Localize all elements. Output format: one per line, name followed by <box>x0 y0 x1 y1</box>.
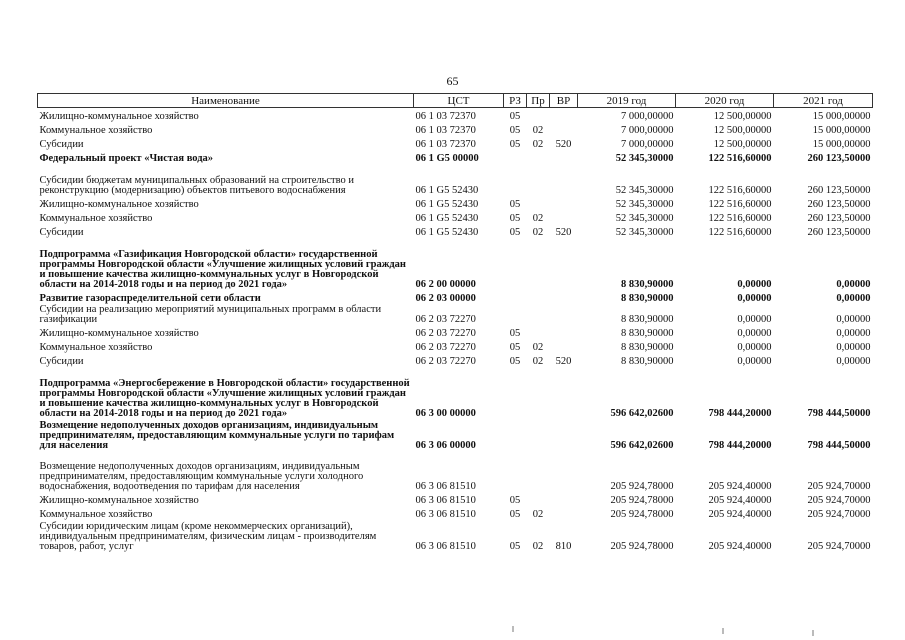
cell-vr <box>550 451 578 492</box>
cell-2019: 8 830,90000 <box>621 314 674 325</box>
scan-mark <box>512 626 514 632</box>
cell-2021: 0,00000 <box>836 279 871 290</box>
table-row <box>38 108 873 123</box>
cell-pr <box>527 451 550 492</box>
cell-pr <box>527 304 550 325</box>
cell-2021: 0,00000 <box>836 356 871 367</box>
cell-2019: 52 345,30000 <box>615 227 674 238</box>
cell-pr: 02 <box>532 342 544 353</box>
cell-2021: 15 000,00000 <box>812 111 871 122</box>
cell-name: Субсидии <box>39 356 84 367</box>
cell-rz: 05 <box>509 227 521 238</box>
table-row <box>38 451 873 492</box>
cell-2019: 8 830,90000 <box>621 356 674 367</box>
cell-2019: 7 000,00000 <box>621 139 674 150</box>
cell-rz: 05 <box>509 328 521 339</box>
cell-2019: 205 924,78000 <box>610 541 674 552</box>
cell-2020: 0,00000 <box>737 279 772 290</box>
cell-rz <box>504 238 527 290</box>
cell-name: Возмещение недополученных доходов организациям, индивидуальным предпринимателям, предоставляющим коммунальные услуги холодного водоснабжения, водоотведения по тарифам для населения <box>39 461 364 492</box>
cell-cst: 06 2 03 72270 <box>415 342 476 353</box>
cell-2020: 0,00000 <box>737 356 772 367</box>
cell-2021: 260 123,50000 <box>807 185 871 196</box>
cell-2021: 205 924,70000 <box>807 509 871 520</box>
cell-vr <box>550 419 578 451</box>
cell-rz <box>504 164 527 196</box>
cell-2021: 260 123,50000 <box>807 153 871 164</box>
cell-pr <box>527 290 550 304</box>
cell-cst: 06 1 03 72370 <box>415 139 476 150</box>
cell-2020: 205 924,40000 <box>708 541 772 552</box>
cell-2020: 205 924,40000 <box>708 495 772 506</box>
table-row <box>38 224 873 238</box>
cell-name: Жилищно-коммунальное хозяйство <box>39 495 199 506</box>
table-row <box>38 325 873 339</box>
cell-vr <box>550 210 578 224</box>
cell-vr <box>550 196 578 210</box>
cell-2021: 260 123,50000 <box>807 213 871 224</box>
cell-vr <box>550 108 578 123</box>
cell-2021: 0,00000 <box>836 328 871 339</box>
cell-2020: 122 516,60000 <box>708 153 772 164</box>
cell-2019: 205 924,78000 <box>610 495 674 506</box>
cell-name: Жилищно-коммунальное хозяйство <box>39 199 199 210</box>
cell-vr <box>550 492 578 506</box>
cell-2021: 15 000,00000 <box>812 125 871 136</box>
cell-cst: 06 3 00 00000 <box>415 408 476 419</box>
table-body <box>38 108 873 553</box>
cell-2019: 52 345,30000 <box>615 185 674 196</box>
table-row <box>38 339 873 353</box>
cell-name: Жилищно-коммунальное хозяйство <box>39 111 199 122</box>
cell-rz <box>504 367 527 419</box>
cell-2020: 798 444,20000 <box>708 440 772 451</box>
cell-2021: 260 123,50000 <box>807 199 871 210</box>
cell-rz <box>504 304 527 325</box>
table-row <box>38 164 873 196</box>
cell-rz: 05 <box>509 139 521 150</box>
cell-cst: 06 2 00 00000 <box>415 279 476 290</box>
cell-rz <box>504 290 527 304</box>
cell-pr <box>527 419 550 451</box>
cell-cst: 06 1 G5 52430 <box>415 227 479 238</box>
cell-2019: 596 642,02600 <box>610 408 674 419</box>
cell-2021: 205 924,70000 <box>807 481 871 492</box>
cell-cst: 06 3 06 81510 <box>415 481 476 492</box>
cell-name: Подпрограмма «Газификация Новгородской области» государственной программы Новгородской области «Улучшение жилищных условий граждан и повышение качества жилищно-коммунальных услуг в Новгородской области на 2014-2018 годы и на период до 2021 года» <box>39 249 406 290</box>
cell-2020: 12 500,00000 <box>713 139 772 150</box>
cell-2019: 7 000,00000 <box>621 125 674 136</box>
cell-name: Субсидии <box>39 139 84 150</box>
cell-name: Коммунальное хозяйство <box>39 509 153 520</box>
cell-cst: 06 3 06 00000 <box>415 440 476 451</box>
table-row <box>38 196 873 210</box>
table-header-row <box>38 94 873 108</box>
cell-2020: 205 924,40000 <box>708 481 772 492</box>
cell-2020: 122 516,60000 <box>708 213 772 224</box>
cell-pr: 02 <box>532 213 544 224</box>
cell-cst: 06 1 G5 00000 <box>415 153 479 164</box>
cell-cst: 06 2 03 72270 <box>415 314 476 325</box>
cell-pr: 02 <box>532 541 544 552</box>
header-name: Наименование <box>38 94 414 108</box>
cell-name: Субсидии <box>39 227 84 238</box>
cell-2020: 205 924,40000 <box>708 509 772 520</box>
cell-2019: 8 830,90000 <box>621 293 674 304</box>
table-row <box>38 150 873 164</box>
cell-rz: 05 <box>509 356 521 367</box>
header-cst: ЦСТ <box>414 94 504 108</box>
cell-name: Подпрограмма «Энергосбережение в Новгородской области» государственной программы Новгородской области «Улучшение жилищных условий граждан и повышение качества жилищно-коммунальных услуг в Новгородской области на 2014-2018 годы и на период до 2021 года» <box>39 378 410 419</box>
cell-2021: 0,00000 <box>836 342 871 353</box>
table-row <box>38 520 873 552</box>
cell-pr: 02 <box>532 509 544 520</box>
cell-2021: 205 924,70000 <box>807 541 871 552</box>
table-row <box>38 419 873 451</box>
cell-vr <box>550 367 578 419</box>
cell-name: Субсидии на реализацию мероприятий муниципальных программ в области газификации <box>39 304 382 325</box>
cell-name: Коммунальное хозяйство <box>39 125 153 136</box>
cell-2020: 798 444,20000 <box>708 408 772 419</box>
cell-pr <box>527 108 550 123</box>
header-vr: ВР <box>550 94 578 108</box>
scan-mark <box>812 630 814 636</box>
cell-pr: 02 <box>532 139 544 150</box>
cell-2019: 52 345,30000 <box>615 153 674 164</box>
cell-vr <box>550 325 578 339</box>
cell-2020: 12 500,00000 <box>713 111 772 122</box>
table-row <box>38 136 873 150</box>
cell-vr <box>550 150 578 164</box>
table-row <box>38 506 873 520</box>
cell-pr <box>527 492 550 506</box>
cell-rz: 05 <box>509 541 521 552</box>
cell-2019: 52 345,30000 <box>615 199 674 210</box>
cell-cst: 06 1 G5 52430 <box>415 185 479 196</box>
cell-vr: 810 <box>555 541 572 552</box>
cell-rz: 05 <box>509 125 521 136</box>
cell-2021: 0,00000 <box>836 293 871 304</box>
cell-2020: 122 516,60000 <box>708 185 772 196</box>
cell-pr: 02 <box>532 356 544 367</box>
header-rz: РЗ <box>504 94 527 108</box>
cell-rz: 05 <box>509 111 521 122</box>
cell-vr: 520 <box>555 356 572 367</box>
cell-2021: 798 444,50000 <box>807 440 871 451</box>
cell-2019: 7 000,00000 <box>621 111 674 122</box>
cell-rz <box>504 150 527 164</box>
cell-rz: 05 <box>509 199 521 210</box>
cell-name: Субсидии бюджетам муниципальных образований на строительство и реконструкцию (модернизацию) объектов питьевого водоснабжения <box>39 175 355 196</box>
cell-name: Коммунальное хозяйство <box>39 213 153 224</box>
cell-2020: 0,00000 <box>737 314 772 325</box>
header-2021: 2021 год <box>774 94 873 108</box>
cell-name: Субсидии юридическим лицам (кроме некоммерческих организаций), индивидуальным предпринимателям, физическим лицам - производителям товаров, работ, услуг <box>39 521 377 552</box>
cell-2019: 205 924,78000 <box>610 509 674 520</box>
header-2020: 2020 год <box>676 94 774 108</box>
cell-vr: 520 <box>555 139 572 150</box>
cell-cst: 06 1 03 72370 <box>415 125 476 136</box>
table-row <box>38 492 873 506</box>
cell-2019: 52 345,30000 <box>615 213 674 224</box>
scan-mark <box>722 628 724 634</box>
cell-2020: 122 516,60000 <box>708 199 772 210</box>
header-pr: Пр <box>527 94 550 108</box>
cell-vr: 520 <box>555 227 572 238</box>
cell-name: Жилищно-коммунальное хозяйство <box>39 328 199 339</box>
cell-rz: 05 <box>509 495 521 506</box>
cell-pr <box>527 196 550 210</box>
cell-pr <box>527 367 550 419</box>
cell-2020: 122 516,60000 <box>708 227 772 238</box>
cell-cst: 06 1 G5 52430 <box>415 199 479 210</box>
table-row <box>38 304 873 325</box>
cell-2020: 0,00000 <box>737 293 772 304</box>
cell-cst: 06 1 G5 52430 <box>415 213 479 224</box>
cell-rz: 05 <box>509 342 521 353</box>
table-row <box>38 290 873 304</box>
cell-rz: 05 <box>509 213 521 224</box>
cell-cst: 06 2 03 72270 <box>415 328 476 339</box>
table-row <box>38 210 873 224</box>
cell-cst: 06 2 03 00000 <box>415 293 476 304</box>
table-row <box>38 122 873 136</box>
cell-2021: 798 444,50000 <box>807 408 871 419</box>
budget-table <box>37 93 873 552</box>
cell-vr <box>550 238 578 290</box>
cell-2020: 0,00000 <box>737 328 772 339</box>
cell-2019: 8 830,90000 <box>621 342 674 353</box>
cell-rz <box>504 451 527 492</box>
cell-2021: 15 000,00000 <box>812 139 871 150</box>
cell-cst: 06 3 06 81510 <box>415 541 476 552</box>
table-row <box>38 367 873 419</box>
cell-name: Развитие газораспределительной сети области <box>39 293 261 304</box>
cell-vr <box>550 339 578 353</box>
cell-pr <box>527 164 550 196</box>
header-2019: 2019 год <box>578 94 676 108</box>
cell-name: Федеральный проект «Чистая вода» <box>39 153 214 164</box>
cell-pr <box>527 150 550 164</box>
cell-cst: 06 2 03 72270 <box>415 356 476 367</box>
cell-name: Возмещение недополученных доходов организациям, индивидуальным предпринимателям, предоставляющим коммунальные услуги по тарифам для населения <box>39 420 395 451</box>
cell-pr <box>527 238 550 290</box>
cell-cst: 06 3 06 81510 <box>415 495 476 506</box>
cell-vr <box>550 290 578 304</box>
cell-2021: 205 924,70000 <box>807 495 871 506</box>
cell-2019: 8 830,90000 <box>621 279 674 290</box>
cell-rz: 05 <box>509 509 521 520</box>
cell-name: Коммунальное хозяйство <box>39 342 153 353</box>
table-row <box>38 353 873 367</box>
cell-2020: 12 500,00000 <box>713 125 772 136</box>
cell-vr <box>550 506 578 520</box>
cell-2019: 8 830,90000 <box>621 328 674 339</box>
cell-2020: 0,00000 <box>737 342 772 353</box>
page-number: 65 <box>446 74 459 88</box>
cell-pr: 02 <box>532 227 544 238</box>
table-row <box>38 238 873 290</box>
cell-pr: 02 <box>532 125 544 136</box>
cell-2021: 260 123,50000 <box>807 227 871 238</box>
cell-rz <box>504 419 527 451</box>
cell-2019: 596 642,02600 <box>610 440 674 451</box>
cell-vr <box>550 164 578 196</box>
cell-cst: 06 3 06 81510 <box>415 509 476 520</box>
cell-2021: 0,00000 <box>836 314 871 325</box>
cell-2019: 205 924,78000 <box>610 481 674 492</box>
cell-cst: 06 1 03 72370 <box>415 111 476 122</box>
cell-vr <box>550 122 578 136</box>
cell-pr <box>527 325 550 339</box>
cell-vr <box>550 304 578 325</box>
